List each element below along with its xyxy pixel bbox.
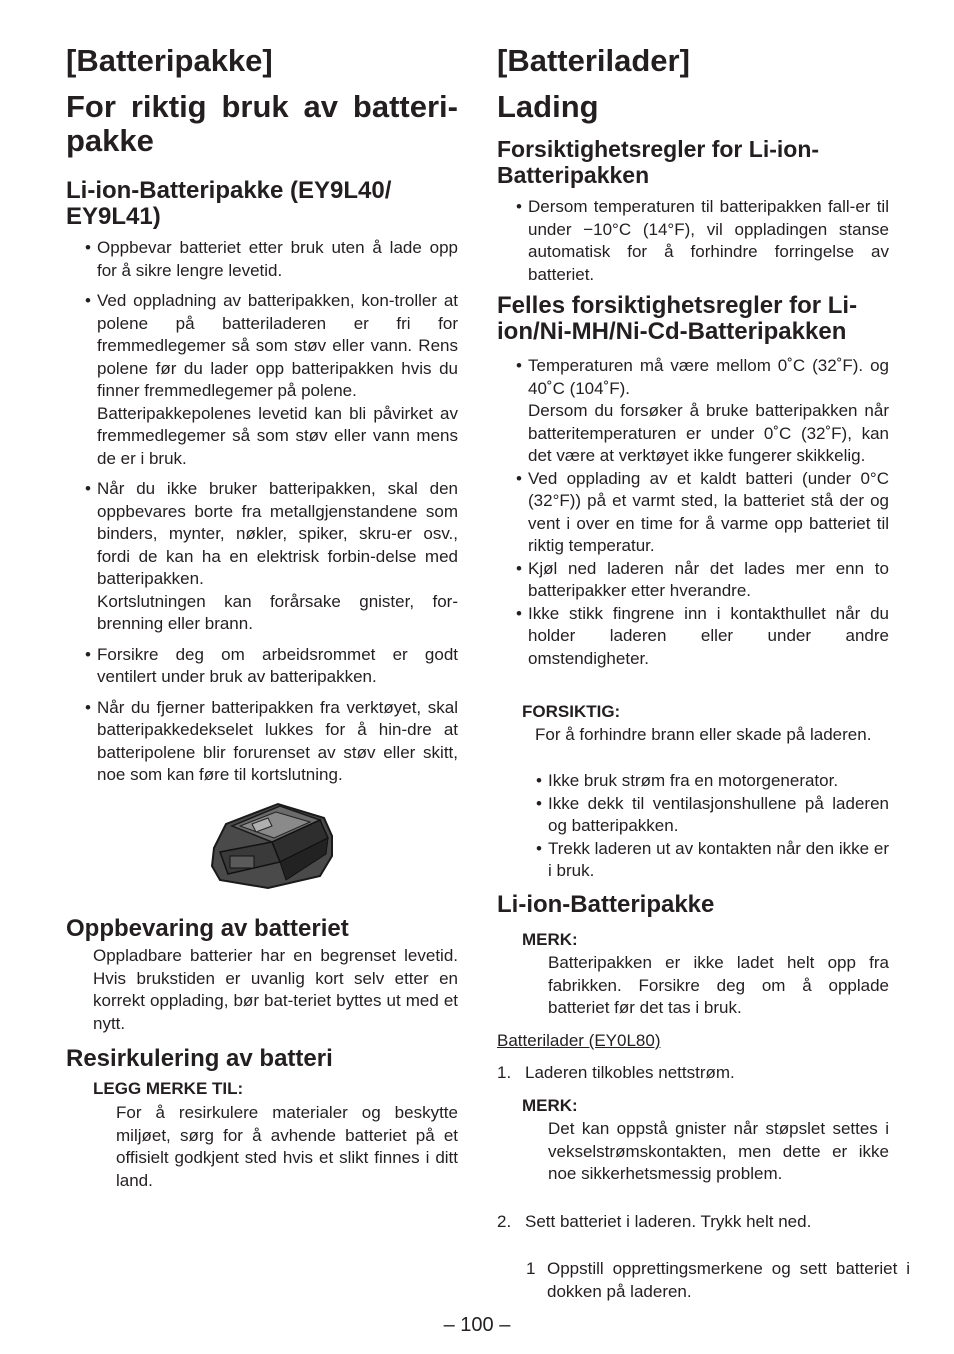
bullet-extra-text: Kortslutningen kan forårsake gnister, for-brenning eller brann. xyxy=(97,591,458,633)
list-item xyxy=(517,793,889,838)
note-label: MERK: xyxy=(522,1096,578,1115)
bullet-text: Trekk laderen ut av kontakten når den ikke er i bruk. xyxy=(548,838,889,880)
battery-pack-illustration xyxy=(206,796,336,892)
step-text: Laderen tilkobles nettstrøm. xyxy=(525,1063,735,1082)
page-number: – 100 – xyxy=(443,1314,511,1336)
list-item xyxy=(497,603,889,671)
bullet-extra-text: Dersom du forsøker å bruke batteripakken når batteritemperaturen er under 0˚C (32˚F), kan det være at verktøyet ikke fungerer skikkelig. xyxy=(528,401,889,465)
bullet-text: Når du fjerner batteripakken fra verktøyet, skal batteripakkedekselet lukkes for å hin-dre at batteripolene blir forurenset av støv eller skitt, noe som kan føre til kortslutning. xyxy=(97,697,458,784)
list-item xyxy=(66,237,458,282)
bullet-text: Når du ikke bruker batteripakken, skal den oppbevares borte fra metallgjenstandene som binders, mynter, nøkler, spiker, skru-er osv., fordi de kan ha en elektrisk forbin-delse med batteripakken. xyxy=(97,479,458,588)
bullet-text: Ikke bruk strøm fra en motorgenerator. xyxy=(548,771,839,790)
heading-battery-recycling: Resirkulering av batteri xyxy=(66,1045,333,1072)
list-item xyxy=(66,697,458,787)
list-item xyxy=(517,838,889,883)
section-title-charger: [Batterilader] xyxy=(497,43,690,78)
step-number: 2. xyxy=(497,1211,512,1231)
bullet-extra-text: Batteripakkepolenes levetid kan bli påvirket av fremmedlegemer så som støv eller vann mens de er i bruk. xyxy=(97,403,458,468)
heading-liion-battery-pack: Li-ion-Batteripakke xyxy=(497,891,715,918)
bullet-text: Oppbevar batteriet etter bruk uten å lade opp for å sikre lengre levetid. xyxy=(97,238,458,280)
list-item xyxy=(66,478,458,636)
notice-label: LEGG MERKE TIL: xyxy=(93,1079,244,1098)
list-item xyxy=(517,770,889,793)
bullet-text: Ikke stikk fingrene inn i kontakthullet når du holder laderen eller under andre omstendigheter. xyxy=(528,603,889,668)
battery-bullet-list xyxy=(66,237,458,787)
note-paragraph: Det kan oppstå gnister når støpslet settes i vekselstrømskontakten, men dette er ikke noe sikkerhetsmessig problem. xyxy=(548,1119,889,1183)
section-title-battery-pack: [Batteripakke] xyxy=(66,43,273,78)
liion-precaution-list xyxy=(497,196,889,286)
bullet-text: Ved oppladning av batteripakken, kon-troller at polene på batteriladeren er fri for fremmedlegemer så som støv eller vann. Rens polene før du lader opp batteripakken hvis du finner fremmedlegemer på polene. xyxy=(97,291,458,400)
bullet-text: Temperaturen må være mellom 0˚C (32˚F). og 40˚C (104˚F). xyxy=(528,356,889,398)
note-label: MERK: xyxy=(522,930,578,949)
step-2-substep xyxy=(526,1258,910,1303)
caution-paragraph: For å forhindre brann eller skade på laderen. xyxy=(535,725,872,744)
heading-liion-pack-models: Li-ion-Batteripakke (EY9L40/ EY9L41) xyxy=(66,177,392,230)
list-item xyxy=(497,196,889,286)
heading-liion-precautions: Forsiktighetsregler for Li-ion-Batteripakken xyxy=(497,136,820,188)
bullet-text: Forsikre deg om arbeidsrommet er godt ventilert under bruk av batteripakken. xyxy=(97,644,458,686)
charger-model-link[interactable]: Batterilader (EY0L80) xyxy=(497,1031,661,1050)
heading-proper-use: For riktig bruk av batteri-pakke xyxy=(66,89,458,158)
step-text: Sett batteriet i laderen. Trykk helt ned. xyxy=(525,1211,812,1231)
note-paragraph: Batteripakken er ikke ladet helt opp fra fabrikken. Forsikre deg om å opplade batteriet før det tas i bruk. xyxy=(548,953,889,1017)
list-item xyxy=(66,290,458,470)
bullet-text: Dersom temperaturen til batteripakken fall-er til under −10°C (14°F), vil oppladingen stanse automatisk for å forhindre forringelse av batteriet. xyxy=(528,197,889,284)
list-item xyxy=(497,558,889,603)
list-item xyxy=(497,355,889,468)
right-column xyxy=(497,0,910,1301)
bullet-text: Kjøl ned laderen når det lades mer enn to batteripakker etter hverandre. xyxy=(528,558,889,600)
notice-paragraph: For å resirkulere materialer og beskytte miljøet, sørg for å avhende batteriet på et offisielt godkjent sted hvis et slikt finnes i ditt land. xyxy=(116,1103,458,1190)
step-1 xyxy=(497,1062,917,1085)
storage-paragraph: Oppladbare batterier har en begrenset levetid. Hvis brukstiden er uvanlig kort selv etter en korrekt opplading, bør bat-teriet byttes ut med et nytt. xyxy=(93,946,458,1033)
list-item xyxy=(66,644,458,689)
heading-charging: Lading xyxy=(497,89,599,124)
substep-text: Oppstill opprettingsmerkene og sett batteriet i dokken på laderen. xyxy=(547,1259,910,1301)
common-precaution-list xyxy=(497,355,889,670)
list-item xyxy=(497,468,889,558)
bullet-text: Ved opplading av et kaldt batteri (under 0°C (32°F)) på et varmt sted, la batteriet stå der og vent i over en time for å varme opp batteriet til riktig temperatur. xyxy=(528,468,889,555)
heading-common-precautions: Felles forsiktighetsregler for Li-ion/Ni-MH/Ni-Cd-Batteripakken xyxy=(497,292,858,345)
bullet-text: Ikke dekk til ventilasjonshullene på laderen og batteripakken. xyxy=(548,793,889,835)
heading-battery-storage: Oppbevaring av batteriet xyxy=(66,915,349,942)
caution-list xyxy=(517,770,889,883)
substep-number: 1 xyxy=(526,1259,536,1278)
step-2 xyxy=(497,1211,917,1234)
caution-label: FORSIKTIG: xyxy=(522,702,621,721)
step-number: 1. xyxy=(497,1063,512,1082)
